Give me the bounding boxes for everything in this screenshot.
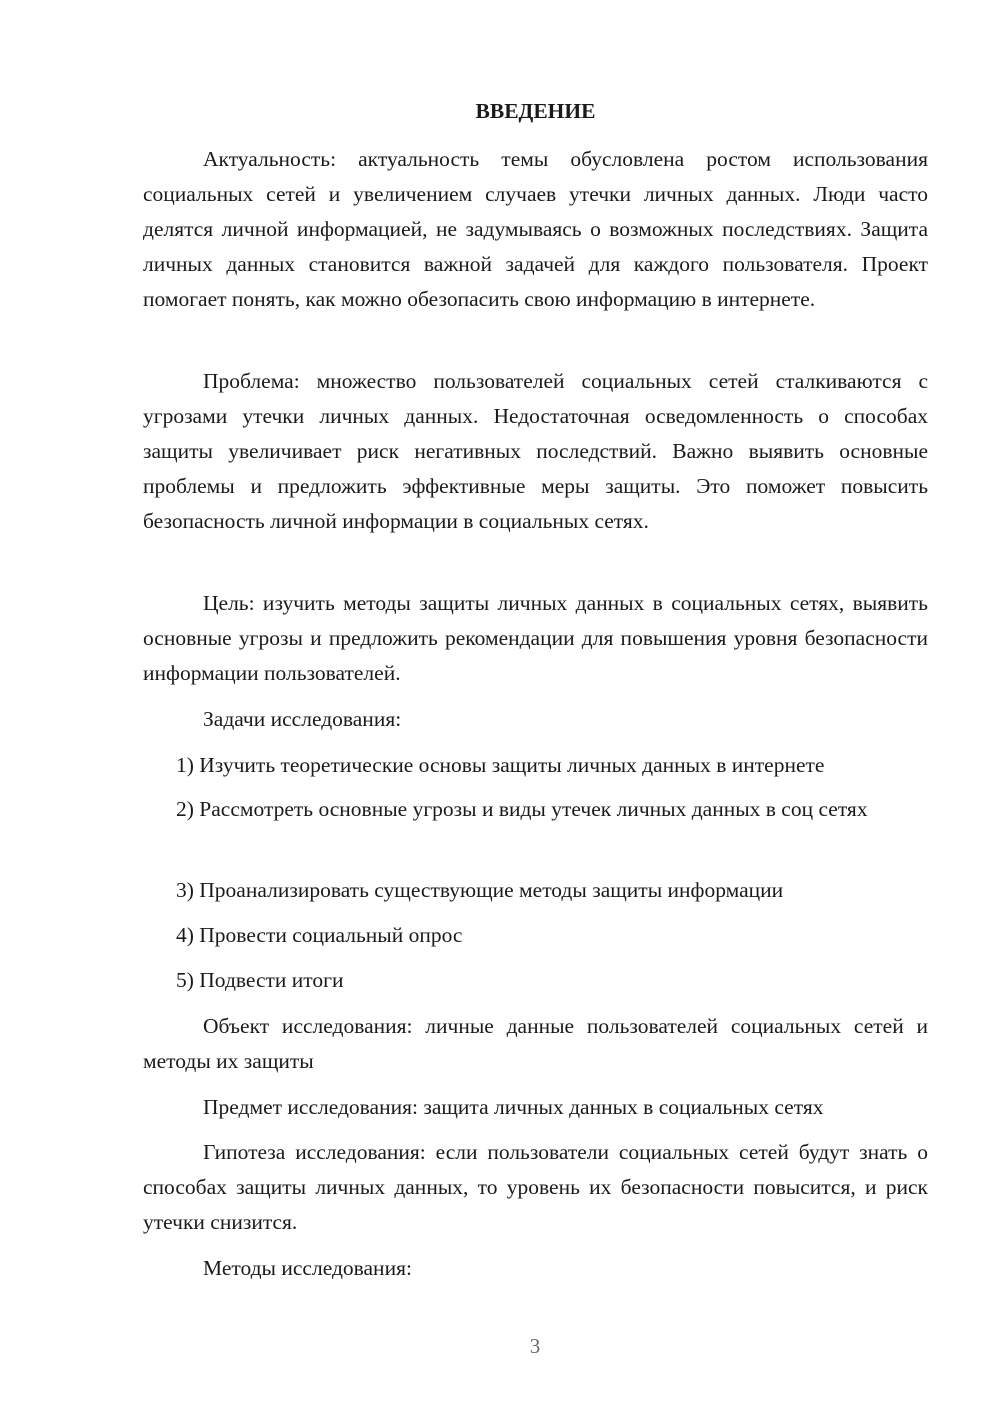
- task-item-3: 3) Проанализировать существующие методы защиты информации: [176, 878, 784, 902]
- relevance-text: Актуальность: актуальность темы обусловлена ростом использования социальных сетей и увеличением случаев утечки личных данных. Люди часто делятся личной информацией, не задумываясь о возможных последствиях. Защита личных данных становится важной задачей для каждого пользователя. Проект помогает понять, как можно обезопасить свою информацию в интернете.: [143, 147, 928, 311]
- page-number: 3: [529, 1334, 541, 1358]
- task-item-1-block: [143, 748, 928, 783]
- goal-paragraph: [143, 586, 928, 691]
- hypothesis-text: Гипотеза исследования: если пользователи социальных сетей будут знать о способах защиты личных данных, то уровень их безопасности повысится, и риск утечки снизится.: [143, 1140, 928, 1234]
- goal-text: Цель: изучить методы защиты личных данных в социальных сетях, выявить основные угрозы и предложить рекомендации для повышения уровня безопасности информации пользователей.: [143, 591, 928, 685]
- task-item-2: 2) Рассмотреть основные угрозы и виды утечек личных данных в соц сетях: [176, 797, 868, 821]
- subject-text: Предмет исследования: защита личных данных в социальных сетях: [203, 1095, 824, 1119]
- tasks-heading-paragraph: [143, 702, 928, 737]
- methods-heading: Методы исследования:: [203, 1256, 412, 1280]
- section-heading: ВВЕДЕНИЕ: [475, 99, 596, 123]
- subject-paragraph: [143, 1090, 928, 1125]
- problem-paragraph: [143, 364, 928, 539]
- task-item-4-block: [143, 918, 928, 953]
- task-item-3-block: [143, 873, 928, 908]
- task-item-5: 5) Подвести итоги: [176, 968, 344, 992]
- task-item-1: 1) Изучить теоретические основы защиты личных данных в интернете: [176, 753, 825, 777]
- tasks-heading: Задачи исследования:: [203, 707, 402, 731]
- hypothesis-paragraph: [143, 1135, 928, 1240]
- task-item-2-block: [143, 792, 928, 827]
- object-paragraph: [143, 1009, 928, 1079]
- task-item-5-block: [143, 963, 928, 998]
- task-item-4: 4) Провести социальный опрос: [176, 923, 463, 947]
- problem-text: Проблема: множество пользователей социальных сетей сталкиваются с угрозами утечки личных данных. Недостаточная осведомленность о способах защиты увеличивает риск негативных последствий. Важно выявить основные проблемы и предложить эффективные меры защиты. Это поможет повысить безопасность личной информации в социальных сетях.: [143, 369, 928, 533]
- relevance-paragraph: [143, 142, 928, 317]
- object-text: Объект исследования: личные данные пользователей социальных сетей и методы их защиты: [143, 1014, 928, 1073]
- methods-heading-paragraph: [143, 1251, 928, 1286]
